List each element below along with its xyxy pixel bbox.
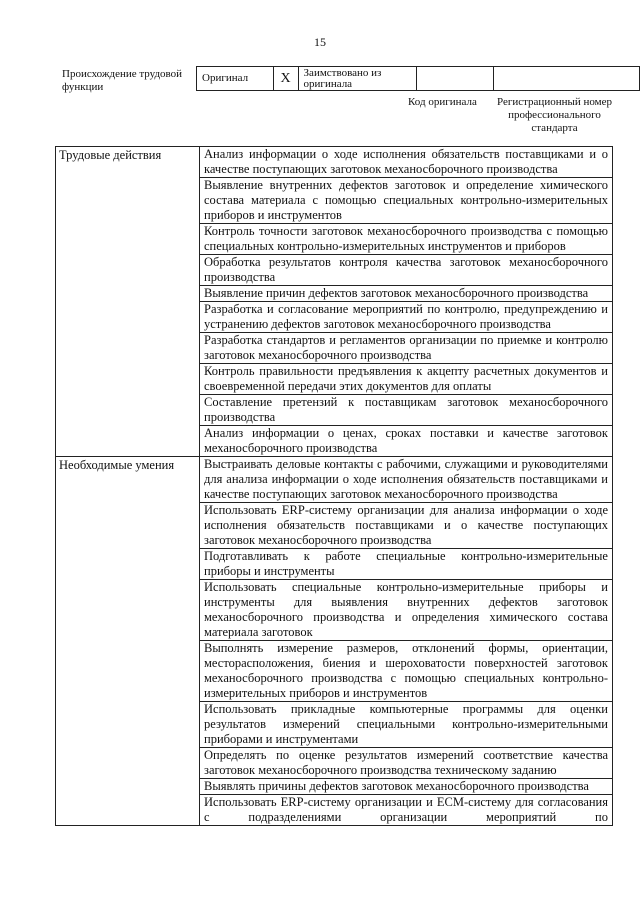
- table-cell: Выполнять измерение размеров, отклонений формы, ориентации, месторасположения, биения и шероховатости поверхностей заготовок механосборочного производства с помощью специальных контрольно-измерительных приборов и инструментов: [200, 641, 613, 702]
- table-cell: Использовать ERP-систему организации и ECM-систему для согласования с подразделениями организации мероприятий по: [200, 795, 613, 826]
- section-title-labor-actions: Трудовые действия: [56, 147, 200, 457]
- table-cell: Обработка результатов контроля качества заготовок механосборочного производства: [200, 255, 613, 286]
- registration-number-cell: [494, 67, 640, 91]
- table-cell: Определять по оценке результатов измерений соответствие качества заготовок механосборочного производства техническому заданию: [200, 748, 613, 779]
- table-cell: Разработка стандартов и регламентов организации по приемке и контролю заготовок механосборочного производства: [200, 333, 613, 364]
- function-table: [55, 146, 613, 826]
- table-cell: Использовать прикладные компьютерные программы для оценки результатов измерений специальными контрольно-измерительными приборами и инструментами: [200, 702, 613, 748]
- table-cell: Составление претензий к поставщикам заготовок механосборочного производства: [200, 395, 613, 426]
- table-cell: Выстраивать деловые контакты с рабочими, служащими и руководителями для анализа информации о ходе исполнения обязательств поставщиками и качестве поступающих заготовок механосборочного производства: [200, 457, 613, 503]
- table-row: [56, 457, 613, 503]
- table-cell: Выявление внутренних дефектов заготовок и определение химического состава материала с помощью специальных контрольно-измерительных приборов и инструментов: [200, 178, 613, 224]
- table-cell: Контроль точности заготовок механосборочного производства с помощью специальных контрольно-измерительных инструментов и приборов: [200, 224, 613, 255]
- table-cell: Контроль правильности предъявления к акцепту расчетных документов и своевременной передачи этих документов для оплаты: [200, 364, 613, 395]
- table-cell: Анализ информации о ходе исполнения обязательств поставщиками и о качестве поступающих заготовок механосборочного производства: [200, 147, 613, 178]
- original-code-label: Код оригинала: [408, 96, 477, 108]
- page-number: 15: [314, 35, 326, 49]
- original-mark: X: [273, 67, 298, 91]
- table-cell: Использовать специальные контрольно-измерительные приборы и инструменты для выявления внутренних дефектов заготовок механосборочного производства и определения химического состава материала заготовок: [200, 580, 613, 641]
- table-row: [56, 147, 613, 178]
- table-cell: Подготавливать к работе специальные контрольно-измерительные приборы и инструменты: [200, 549, 613, 580]
- registration-number-label: Регистрационный номер профессионального стандарта: [496, 96, 613, 134]
- table-cell: Использовать ERP-систему организации для анализа информации о ходе исполнения обязательств поставщиками и о качестве поступающих заготовок механосборочного производства: [200, 503, 613, 549]
- section-title-required-skills: Необходимые умения: [56, 457, 200, 826]
- original-cell: Оригинал: [197, 67, 274, 91]
- table-cell: Выявлять причины дефектов заготовок механосборочного производства: [200, 779, 613, 795]
- original-code-cell: [416, 67, 494, 91]
- borrowed-cell: Заимствовано из оригинала: [298, 67, 416, 91]
- table-cell: Разработка и согласование мероприятий по контролю, предупреждению и устранению дефектов заготовок механосборочного производства: [200, 302, 613, 333]
- origin-label: Происхождение трудовой функции: [62, 68, 183, 93]
- table-cell: Анализ информации о ценах, сроках поставки и качестве заготовок механосборочного производства: [200, 426, 613, 457]
- table-cell: Выявление причин дефектов заготовок механосборочного производства: [200, 286, 613, 302]
- origin-table: [196, 66, 640, 91]
